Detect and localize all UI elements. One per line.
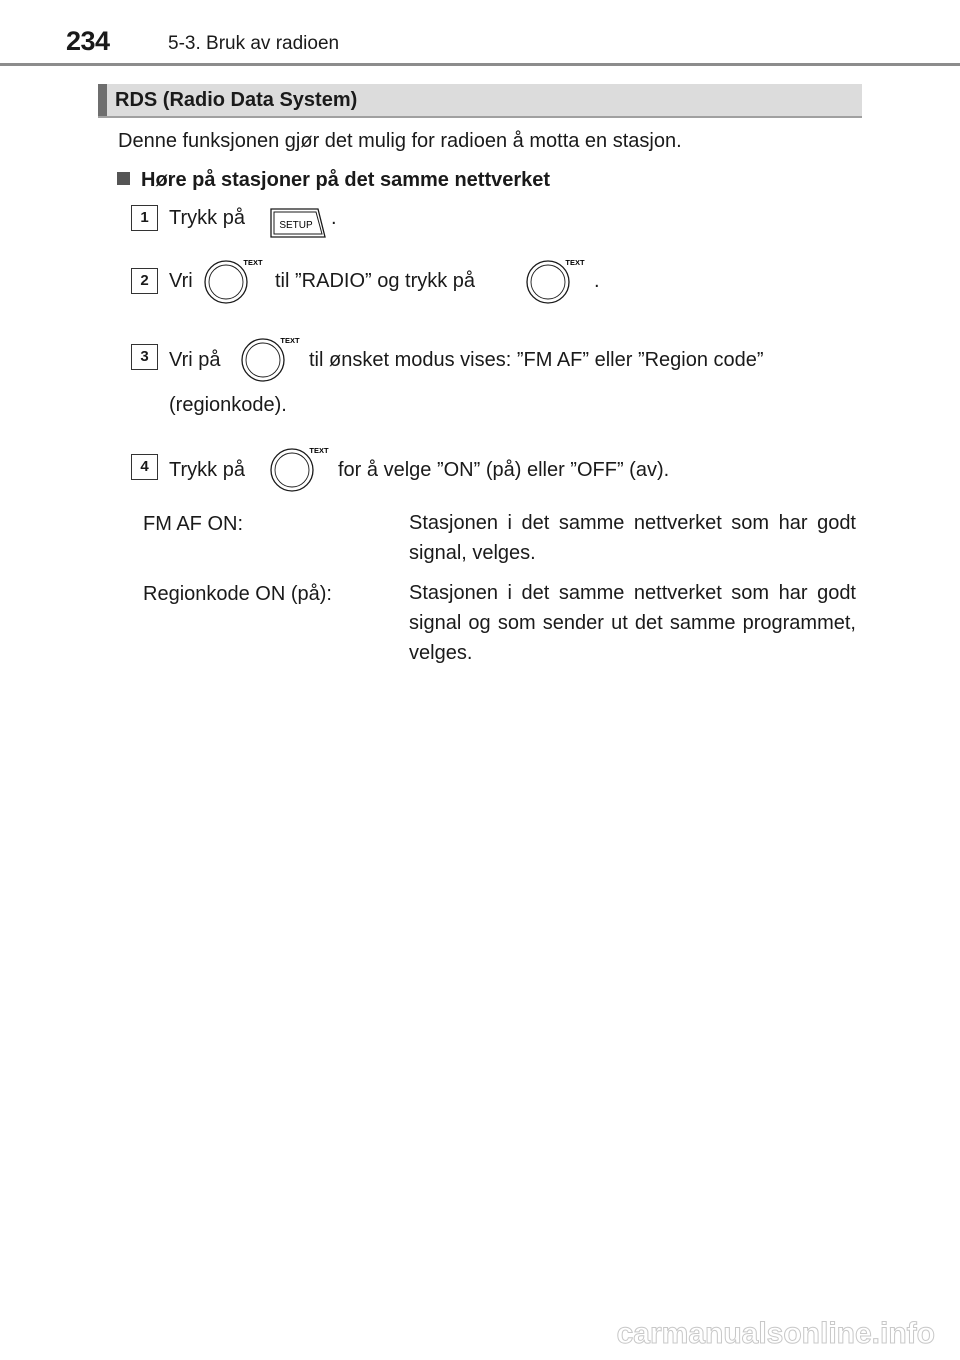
- tune-knob-icon: [522, 255, 588, 305]
- header-rule: [0, 63, 960, 66]
- setup-button-icon: [268, 205, 328, 241]
- watermark-text: carmanualsonline.info: [616, 1317, 935, 1350]
- step-3-text-a: Vri på: [169, 349, 221, 371]
- step-2-text-c: .: [594, 270, 600, 292]
- tune-knob-icon: [266, 443, 332, 493]
- page-number: 234: [66, 26, 110, 56]
- step-3-text-b: til ønsket modus vises: ”FM AF” eller ”Region code”: [309, 349, 764, 371]
- section-banner-bar: [98, 84, 107, 116]
- tune-knob-icon: [237, 333, 303, 383]
- subsection-heading: [117, 169, 550, 192]
- step-1-text-a: Trykk på: [169, 207, 245, 229]
- chapter-title: 5-3. Bruk av radioen: [168, 33, 340, 54]
- step-4-text-b: for å velge ”ON” (på) eller ”OFF” (av).: [338, 459, 670, 481]
- subsection-title: Høre på stasjoner på det samme nettverket: [141, 169, 551, 191]
- intro-text: Denne funksjonen gjør det mulig for radioen å motta en stasjon.: [118, 130, 682, 152]
- watermark-logo: [525, 1313, 945, 1353]
- step-3-text-line2: (regionkode).: [169, 394, 287, 416]
- square-bullet-icon: [117, 172, 130, 185]
- knob-text-label: TEXT: [280, 336, 300, 345]
- step-number-3: 3: [131, 344, 158, 370]
- section-title: RDS (Radio Data System): [115, 89, 358, 111]
- step-number-1: 1: [131, 205, 158, 231]
- tune-knob-icon: [200, 255, 266, 305]
- knob-text-label: TEXT: [309, 446, 329, 455]
- step-1-text-b: .: [331, 207, 337, 229]
- setup-button-label: SETUP: [279, 220, 313, 231]
- step-2-text-b: til ”RADIO” og trykk på: [275, 270, 476, 292]
- definition-term: Regionkode ON (på):: [143, 583, 332, 605]
- definition-term: FM AF ON:: [143, 513, 243, 535]
- step-2-text-a: Vri: [169, 270, 193, 292]
- knob-text-label: TEXT: [243, 258, 263, 267]
- step-4-text-a: Trykk på: [169, 459, 245, 481]
- step-number-4: 4: [131, 454, 158, 480]
- definition-description: Stasjonen i det samme nettverket som har godt signal og som sender ut det samme programmet, velges.: [409, 582, 856, 664]
- definition-description: Stasjonen i det samme nettverket som har godt signal, velges.: [409, 512, 856, 564]
- step-number-2: 2: [131, 268, 158, 294]
- knob-text-label: TEXT: [565, 258, 585, 267]
- section-banner: [98, 84, 862, 118]
